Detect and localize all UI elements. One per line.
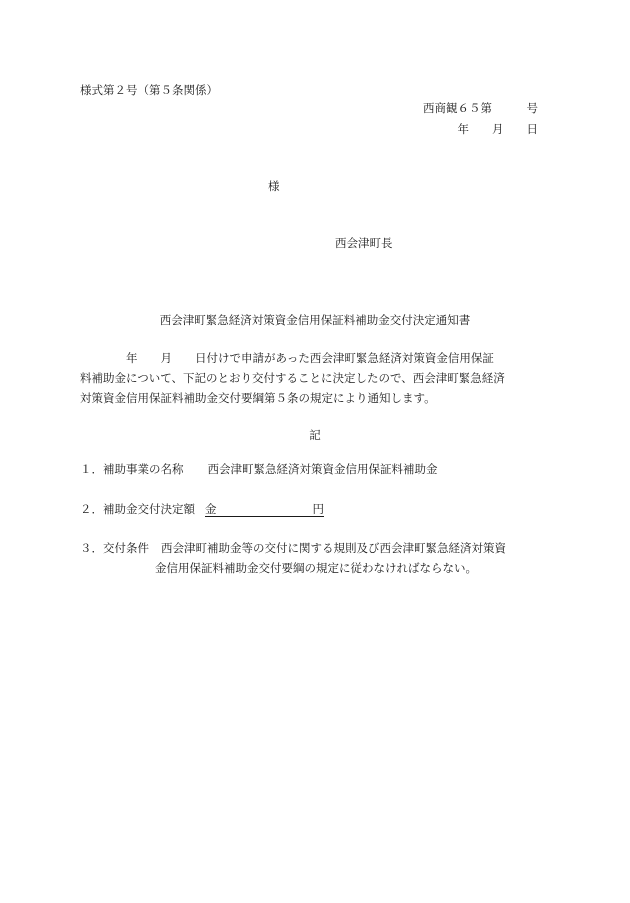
item-grant-amount [80,502,324,517]
recipient-honorific: 様 [268,179,280,193]
document-title: 西会津町緊急経済対策資金信用保証料補助金交付決定通知書 [159,313,471,327]
item-conditions [80,541,506,555]
amount-unit: 円 [312,502,324,516]
item3-text-line1: 西会津町補助金等の交付に関する規則及び西会津町緊急経済対策資 [161,541,506,555]
amount-prefix: 金 [205,502,217,516]
ki-heading: 記 [309,428,321,442]
item1-value: 西会津町緊急経済対策資金信用保証料補助金 [207,462,438,476]
amount-blank-line [205,502,324,517]
item1-label: １．補助事業の名称 [80,462,184,476]
sender-name: 西会津町長 [335,236,393,250]
item3-label: ３．交付条件 [80,541,149,555]
document-number: 西商観６５第 号 [423,101,538,115]
body-line-3: 対策資金信用保証料補助金交付要綱第５条の規定により通知します。 [80,391,436,405]
body-line-1: 年 月 日付けで申請があった西会津町緊急経済対策資金信用保証 [80,351,494,365]
item3-text-line2: 金信用保証料補助金交付要綱の規定に従わなければならない。 [155,561,477,575]
form-label: 様式第２号（第５条関係） [80,83,218,97]
item-project-name [80,462,438,476]
item2-label: ２．補助金交付決定額 [80,502,195,516]
body-line-2: 料補助金について、下記のとおり交付することに決定したので、西会津町緊急経済 [80,371,505,385]
document-date: 年 月 日 [457,122,538,136]
notice-body [80,348,560,408]
